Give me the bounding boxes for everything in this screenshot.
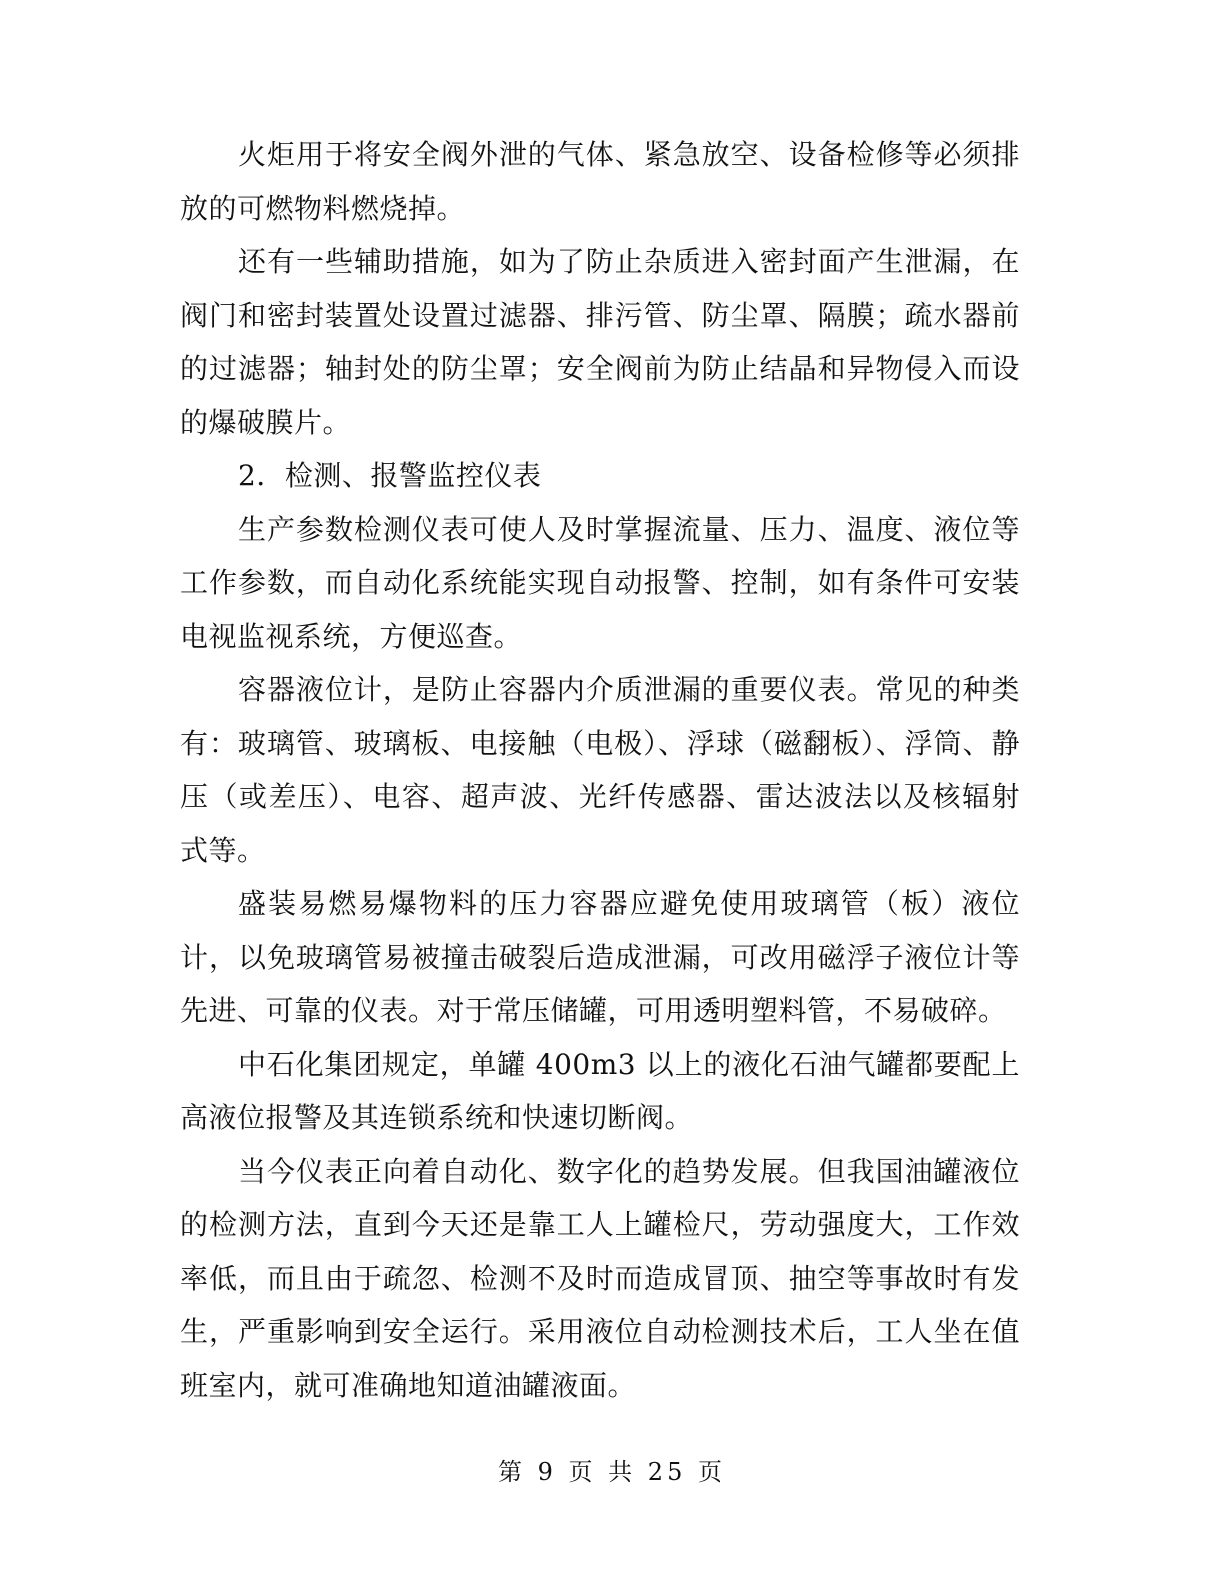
document-body [180, 128, 1020, 1412]
paragraph-parameter-instruments: 生产参数检测仪表可使人及时掌握流量、压力、温度、液位等工作参数，而自动化系统能实现自动报警、控制，如有条件可安装电视监视系统，方便巡查。 [180, 512, 1020, 653]
page-footer [0, 1452, 1224, 1487]
paragraph-pressure-vessels: 盛装易燃易爆物料的压力容器应避免使用玻璃管（板）液位计，以免玻璃管易被撞击破裂后造成泄漏，可改用磁浮子液位计等先进、可靠的仪表。对于常压储罐，可用透明塑料管，不易破碎。 [180, 887, 1020, 1027]
page-number: 第 9 页 共 25 页 [498, 1458, 726, 1486]
paragraph-automation-trend: 当今仪表正向着自动化、数字化的趋势发展。但我国油罐液位的检测方法，直到今天还是靠工人上罐检尺，劳动强度大，工作效率低，而且由于疏忽、检测不及时而造成冒顶、抽空等事故时有发生，严重影响到安全运行。采用液位自动检测技术后，工人坐在值班室内，就可准确地知道油罐液面。 [180, 1154, 1020, 1402]
paragraph-flare: 火炬用于将安全阀外泄的气体、紧急放空、设备检修等必须排放的可燃物料燃烧掉。 [180, 138, 1020, 225]
paragraph-auxiliary-measures: 还有一些辅助措施，如为了防止杂质进入密封面产生泄漏，在阀门和密封装置处设置过滤器、排污管、防尘罩、隔膜；疏水器前的过滤器；轴封处的防尘罩；安全阀前为防止结晶和异物侵入而设的爆破膜片。 [180, 245, 1020, 439]
paragraph-level-gauges: 容器液位计，是防止容器内介质泄漏的重要仪表。常见的种类有：玻璃管、玻璃板、电接触（电极）、浮球（磁翻板）、浮筒、静压（或差压）、电容、超声波、光纤传感器、雷达波法以及核辐射式等。 [180, 673, 1020, 867]
paragraph-sinopec-rule: 中石化集团规定，单罐 400m3 以上的液化石油气罐都要配上高液位报警及其连锁系统和快速切断阀。 [180, 1047, 1020, 1134]
section-heading-instruments: 2．检测、报警监控仪表 [238, 459, 542, 492]
